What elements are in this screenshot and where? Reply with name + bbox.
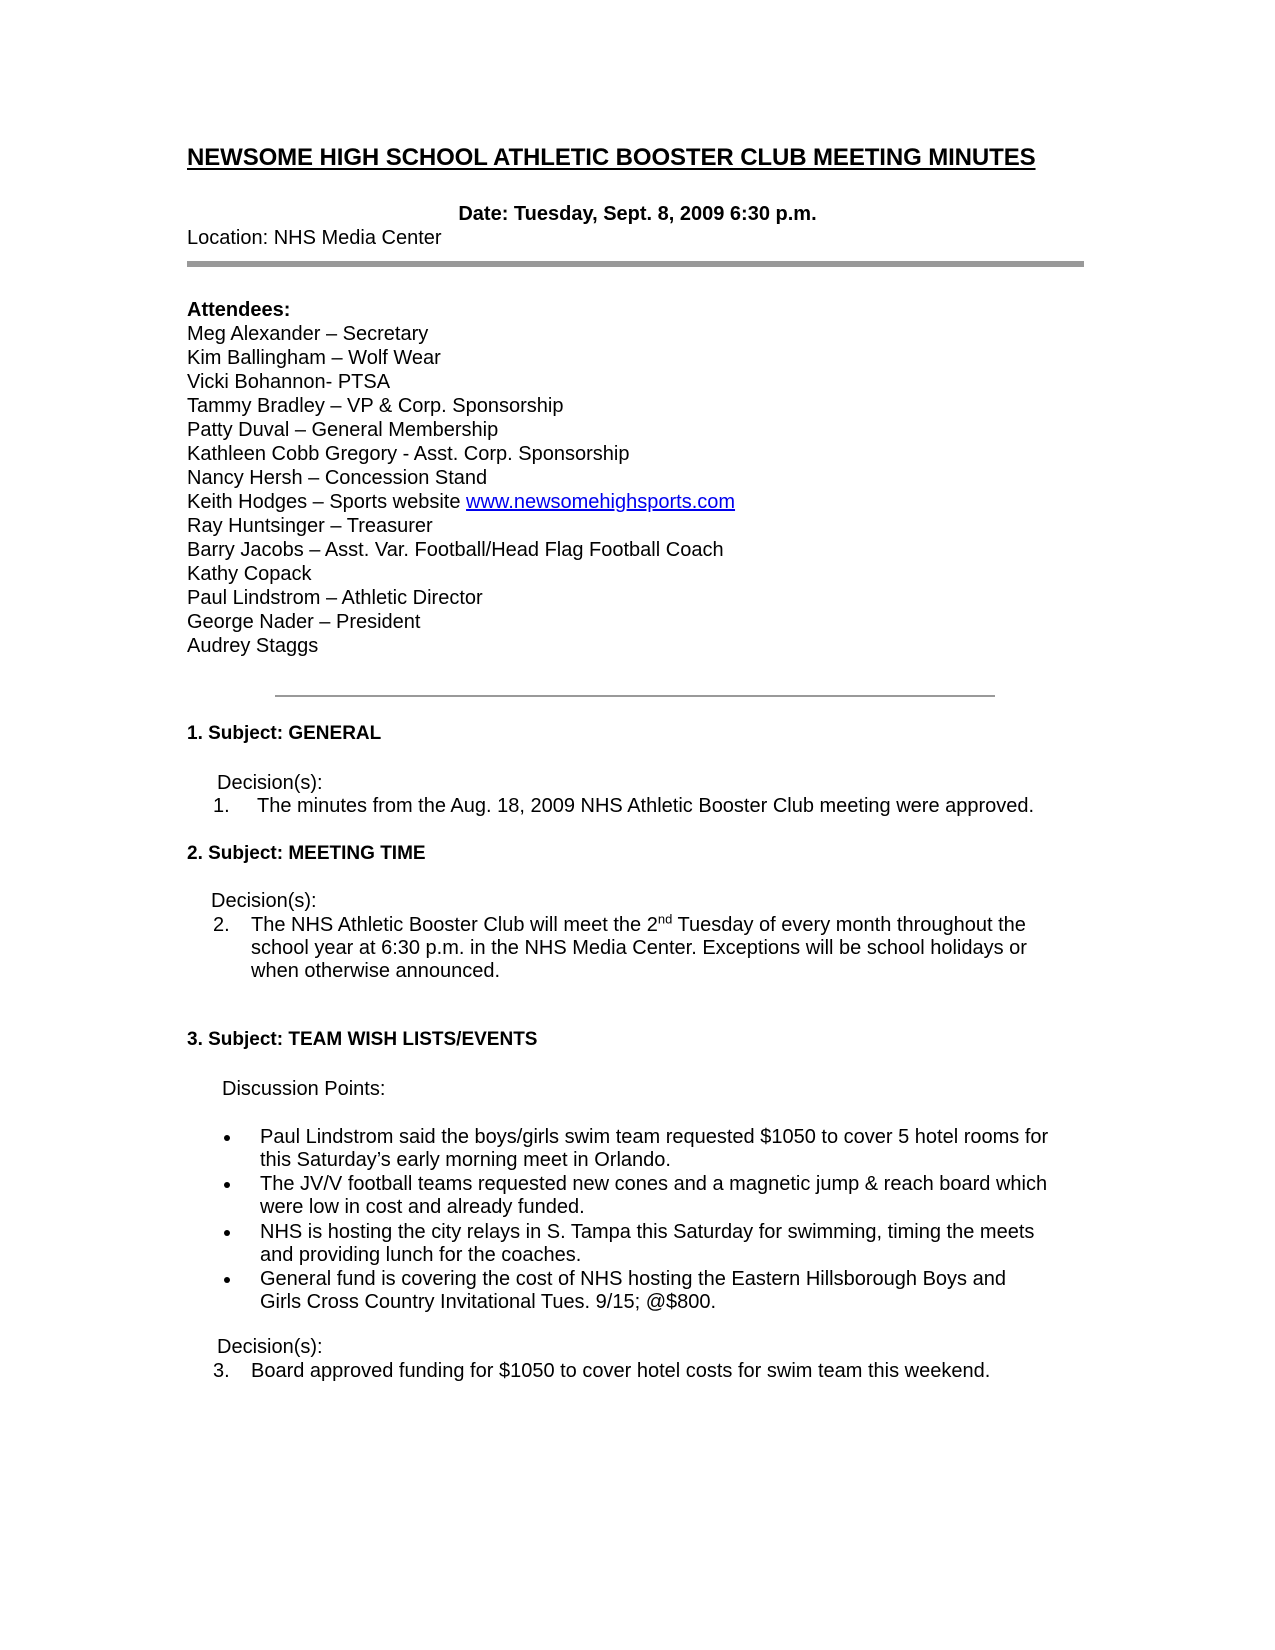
bullet-icon <box>224 1277 230 1283</box>
section2-decision-label: Decision(s): <box>211 890 317 912</box>
section2-line1-post: Tuesday of every month throughout the <box>672 914 1026 936</box>
bullet-item-line: were low in cost and already funded. <box>260 1196 585 1218</box>
section2-decision-line3: when otherwise announced. <box>251 960 501 982</box>
section1-decision-label: Decision(s): <box>217 772 323 794</box>
section3-discussion-label: Discussion Points: <box>222 1078 386 1100</box>
attendee-row: Patty Duval – General Membership <box>187 419 499 441</box>
attendee-row: Audrey Staggs <box>187 635 319 657</box>
document-title: NEWSOME HIGH SCHOOL ATHLETIC BOOSTER CLUB MEETING MINUTES <box>187 144 1036 171</box>
section2-decision-number: 2. <box>213 914 230 936</box>
meeting-date-text: Date: Tuesday, Sept. 8, 2009 6:30 p.m. <box>458 203 817 225</box>
section2-decision-line1 <box>251 911 1026 937</box>
attendee-row: Vicki Bohannon- PTSA <box>187 371 391 393</box>
attendee-row: Nancy Hersh – Concession Stand <box>187 467 488 489</box>
bullet-item-line: this Saturday’s early morning meet in Orlando. <box>260 1149 671 1171</box>
bullet-item-line: The JV/V football teams requested new cones and a magnetic jump & reach board which <box>260 1173 1048 1195</box>
bullet-icon <box>224 1135 230 1141</box>
section3-decision-number: 3. <box>213 1360 230 1382</box>
attendee-text: Keith Hodges – Sports website <box>187 491 467 513</box>
section1-subject: 1. Subject: GENERAL <box>187 723 382 744</box>
attendee-row: Barry Jacobs – Asst. Var. Football/Head Flag Football Coach <box>187 539 724 561</box>
bullet-item-line: Girls Cross Country Invitational Tues. 9/15; @$800. <box>260 1291 717 1313</box>
attendee-row: Kathleen Cobb Gregory - Asst. Corp. Sponsorship <box>187 443 630 465</box>
attendee-row: George Nader – President <box>187 611 421 633</box>
bullet-item-line: and providing lunch for the coaches. <box>260 1244 582 1266</box>
section-divider <box>275 695 995 697</box>
attendee-row-with-link <box>187 490 735 514</box>
attendee-row: Ray Huntsinger – Treasurer <box>187 515 433 537</box>
section3-decision-text: Board approved funding for $1050 to cover hotel costs for swim team this weekend. <box>251 1360 991 1382</box>
section1-decision-number: 1. <box>213 795 230 817</box>
attendee-row: Kathy Copack <box>187 563 312 585</box>
section2-decision-line2: school year at 6:30 p.m. in the NHS Media Center. Exceptions will be school holidays or <box>251 937 1027 959</box>
bullet-icon <box>224 1182 230 1188</box>
meeting-date <box>0 203 1275 226</box>
attendee-row: Kim Ballingham – Wolf Wear <box>187 347 441 369</box>
sports-website-link[interactable]: www.newsomehighsports.com <box>466 491 736 513</box>
meeting-location: Location: NHS Media Center <box>187 227 442 249</box>
bullet-item-line: General fund is covering the cost of NHS hosting the Eastern Hillsborough Boys and <box>260 1268 1006 1290</box>
section2-line1-sup: nd <box>657 911 673 927</box>
bullet-item-line: NHS is hosting the city relays in S. Tampa this Saturday for swimming, timing the meets <box>260 1221 1035 1243</box>
section3-decision-label: Decision(s): <box>217 1336 323 1358</box>
section3-subject: 3. Subject: TEAM WISH LISTS/EVENTS <box>187 1029 538 1050</box>
attendee-row: Tammy Bradley – VP & Corp. Sponsorship <box>187 395 564 417</box>
attendee-row: Paul Lindstrom – Athletic Director <box>187 587 483 609</box>
attendees-section <box>187 298 735 658</box>
section2-line1-pre: The NHS Athletic Booster Club will meet the 2 <box>251 914 658 936</box>
attendees-heading: Attendees: <box>187 299 291 321</box>
bullet-icon <box>224 1230 230 1236</box>
attendee-row: Meg Alexander – Secretary <box>187 323 429 345</box>
section1-decision-text: The minutes from the Aug. 18, 2009 NHS Athletic Booster Club meeting were approved. <box>257 795 1035 817</box>
bullet-item-line: Paul Lindstrom said the boys/girls swim team requested $1050 to cover 5 hotel rooms for <box>260 1126 1049 1148</box>
header-divider <box>187 261 1084 267</box>
section2-subject: 2. Subject: MEETING TIME <box>187 843 426 864</box>
